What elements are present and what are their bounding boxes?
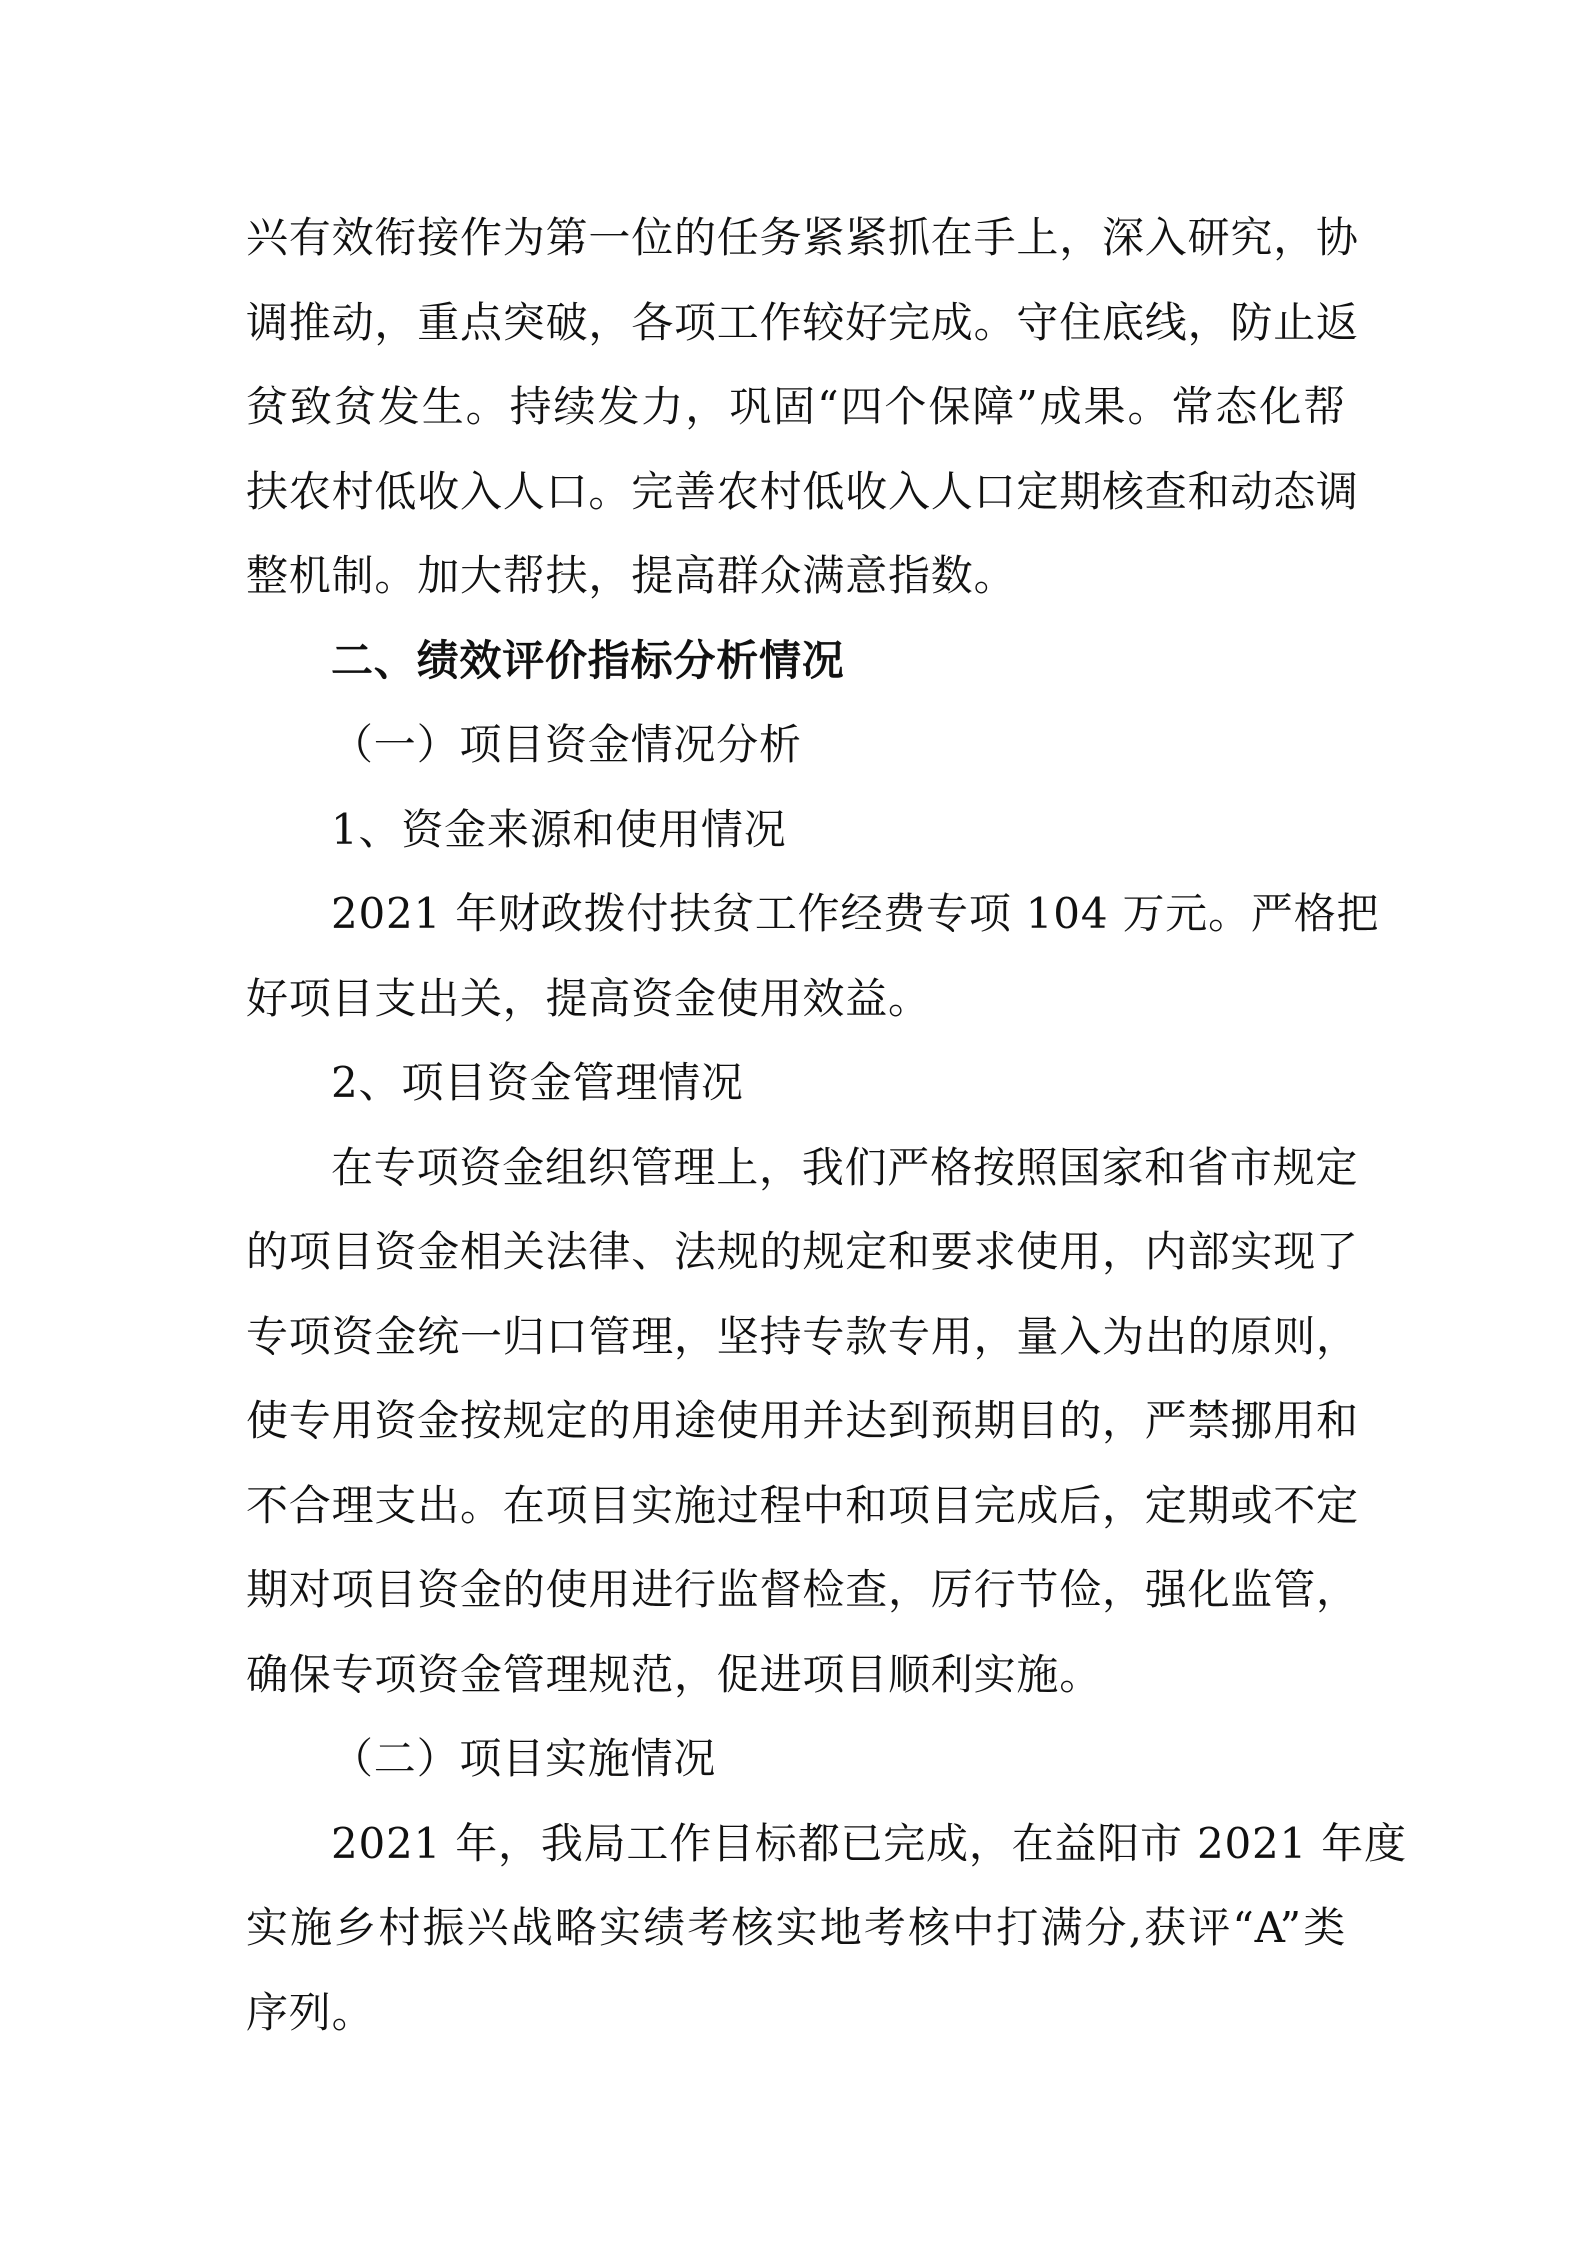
section-heading: 二、绩效评价指标分析情况 (331, 635, 845, 685)
text-line: 期对项目资金的使用进行监督检查，厉行节俭，强化监管， (246, 1565, 1359, 1614)
text-line: 专项资金统一归口管理，坚持专款专用，量入为出的原则， (246, 1311, 1359, 1361)
text-line: 2021 年，我局工作目标都已完成，在益阳市 2021 年度 (331, 1818, 1407, 1868)
item-1-paragraph (246, 872, 1380, 1041)
text-line: 扶农村低收入人口。完善农村低收入人口定期核查和动态调 (246, 466, 1359, 516)
text-line: 整机制。加大帮扶，提高群众满意指数。 (246, 551, 1017, 600)
text-line: 不合理支出。在项目实施过程中和项目完成后，定期或不定 (246, 1480, 1359, 1530)
item-title: 1、资金来源和使用情况 (331, 804, 787, 854)
subsection-heading: （二）项目实施情况 (331, 1734, 717, 1783)
text-line: 在专项资金组织管理上，我们严格按照国家和省市规定 (331, 1142, 1359, 1192)
text-line: 贫致贫发生。持续发力，巩固“四个保障”成果。常态化帮 (246, 382, 1346, 431)
text-line: 确保专项资金管理规范，促进项目顺利实施。 (246, 1649, 1103, 1699)
item-3-paragraph (246, 1802, 1407, 2056)
text-line: 好项目支出关，提高资金使用效益。 (246, 973, 931, 1023)
text-line: 调推动，重点突破，各项工作较好完成。守住底线，防止返 (246, 297, 1359, 347)
document-body (246, 196, 1407, 2055)
item-2-paragraph (246, 1126, 1359, 1718)
text-line: 2021 年财政拨付扶贫工作经费专项 104 万元。严格把 (331, 889, 1380, 938)
text-line: 序列。 (246, 1987, 375, 2037)
text-line: 使专用资金按规定的用途使用并达到预期目的，严禁挪用和 (246, 1396, 1359, 1445)
item-title: 2、项目资金管理情况 (331, 1058, 744, 1107)
subsection-heading: （一）项目资金情况分析 (331, 720, 802, 769)
text-line: 兴有效衔接作为第一位的任务紧紧抓在手上，深入研究，协 (246, 213, 1359, 262)
text-line: 的项目资金相关法律、法规的规定和要求使用，内部实现了 (246, 1227, 1359, 1276)
text-line: 实施乡村振兴战略实绩考核实地考核中打满分,获评“A”类 (246, 1903, 1346, 1952)
intro-paragraph (246, 196, 1359, 619)
